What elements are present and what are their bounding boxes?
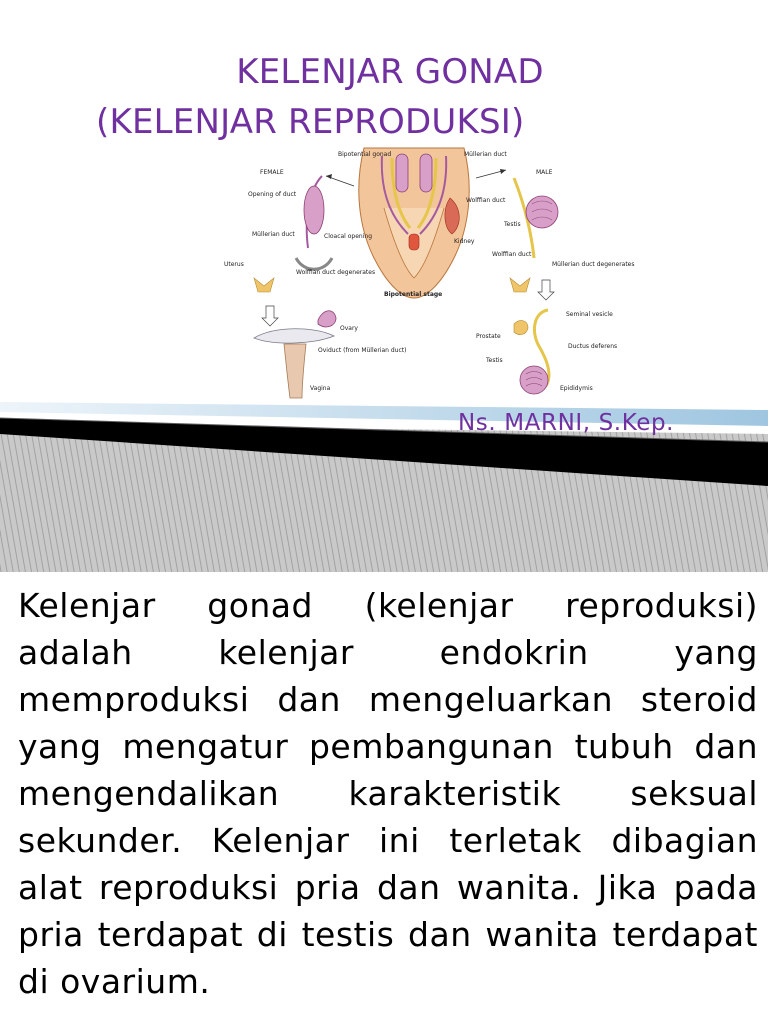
label-vagina: Vagina <box>310 385 331 392</box>
label-ductus-deferens: Ductus deferens <box>568 343 618 350</box>
author-name: Ns. MARNI, S.Kep. <box>458 410 675 436</box>
label-male: MALE <box>536 169 553 176</box>
label-mullerian-duct-top: Müllerian duct <box>464 151 507 158</box>
label-seminal-vesicle: Seminal vesicle <box>566 311 613 318</box>
label-cloacal-opening: Cloacal opening <box>324 233 373 240</box>
label-bipotential-stage: Bipotential stage <box>384 291 443 298</box>
label-bipotential-gonad: Bipotential gonad <box>338 151 392 158</box>
slide-title-line-1: KELENJAR GONAD <box>236 52 544 92</box>
reproductive-development-diagram <box>214 148 635 400</box>
label-ovary: Ovary <box>340 325 358 332</box>
label-mullerian-duct-left: Müllerian duct <box>252 231 295 238</box>
label-epididymis: Epididymis <box>560 385 593 392</box>
description-paragraph: Kelenjar gonad (kelenjar reproduksi) adalah kelenjar endokrin yang memproduksi dan mengeluarkan steroid yang mengatur pembangunan tubuh dan mengendalikan karakteristik seksual sekunder. Kelenjar ini terletak dibagian alat reproduksi pria dan wanita. Jika pada pria terdapat di testis dan wanita terdapat di ovarium. <box>18 586 758 1001</box>
slide-title-line-2: (KELENJAR REPRODUKSI) <box>96 102 525 142</box>
label-uterus: Uterus <box>224 261 244 268</box>
label-kidney: Kidney <box>454 238 475 245</box>
label-wolffian-duct: Wolffian duct <box>466 197 506 204</box>
label-testis-bottom: Testis <box>486 357 503 364</box>
label-mullerian-duct-degenerates: Müllerian duct degenerates <box>552 261 635 268</box>
label-wolffian-duct-degenerates: Wolffian duct degenerates <box>296 269 376 276</box>
label-opening-of-duct: Opening of duct <box>248 191 297 198</box>
label-female: FEMALE <box>260 169 284 176</box>
label-prostate: Prostate <box>476 333 501 340</box>
label-testis: Testis <box>504 221 521 228</box>
label-oviduct: Oviduct (from Müllerian duct) <box>318 347 407 354</box>
label-wolffian-duct-right: Wolffian duct <box>492 251 532 258</box>
